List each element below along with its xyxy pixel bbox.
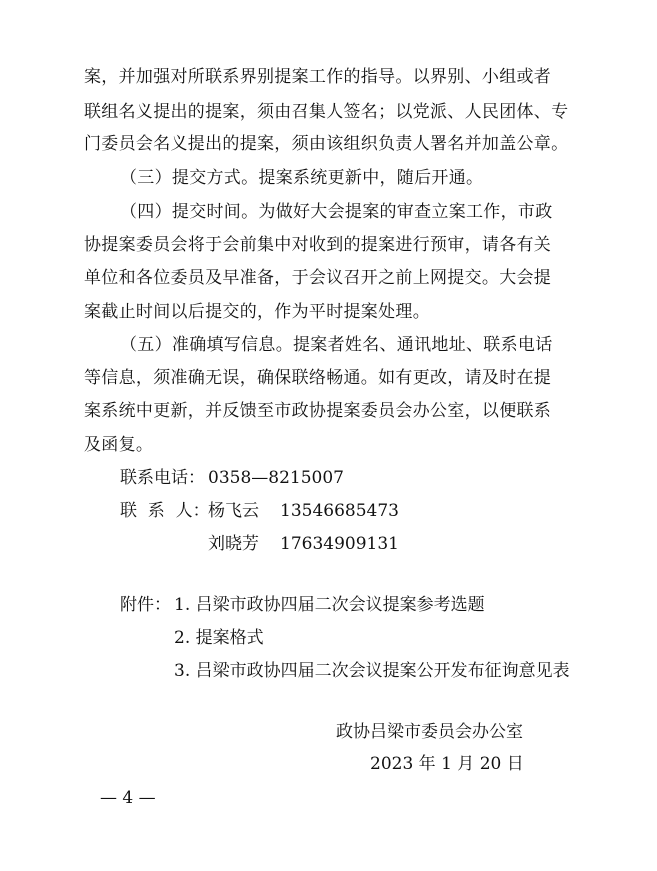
body-line: 联组名义提出的提案，须由召集人签名；以党派、人民团体、专 [84,102,569,122]
attachment-item: 2. 提案格式 [174,628,264,648]
body-line: 案系统中更新，并反馈至市政协提案委员会办公室，以便联系 [84,401,552,421]
section-four-line: （四）提交时间。为做好大会提案的审查立案工作，市政 [120,202,553,222]
body-line: 单位和各位委员及早准备，于会议召开之前上网提交。大会提 [84,268,552,288]
contact-phone-label: 联系电话： [120,468,205,488]
section-five-line: （五）准确填写信息。提案者姓名、通讯地址、联系电话 [120,335,553,355]
attachment-item: 1. 吕梁市政协四届二次会议提案参考选题 [174,595,485,615]
attachments-label: 附件： [120,595,171,615]
page-number: — 4 — [100,788,156,808]
section-three-line: （三）提交方式。提案系统更新中，随后开通。 [120,168,484,188]
body-line: 协提案委员会将于会前集中对收到的提案进行预审，请各有关 [84,235,552,255]
attachment-item: 3. 吕梁市政协四届二次会议提案公开发布征询意见表 [174,661,570,681]
signature-org: 政协吕梁市委员会办公室 [336,722,523,742]
body-line: 案，并加强对所联系界别提案工作的指导。以界别、小组或者 [84,67,552,87]
body-line: 门委员会名义提出的提案，须由该组织负责人署名并加盖公章。 [84,134,569,154]
body-line: 及函复。 [84,435,154,455]
contact-phone: 0358—8215007 [208,468,344,488]
contact-person-phone: 13546685473 [280,501,399,521]
body-line: 案截止时间以后提交的，作为平时提案处理。 [84,302,430,322]
contact-person-name: 刘晓芳 [208,534,259,554]
body-line: 等信息，须准确无误，确保联络畅通。如有更改，请及时在提 [84,368,552,388]
signature-date: 2023 年 1 月 20 日 [370,754,524,774]
contact-person-phone: 17634909131 [280,534,399,554]
contact-person-label: 联 系 人： [120,501,210,521]
contact-person-name: 杨飞云 [208,501,259,521]
